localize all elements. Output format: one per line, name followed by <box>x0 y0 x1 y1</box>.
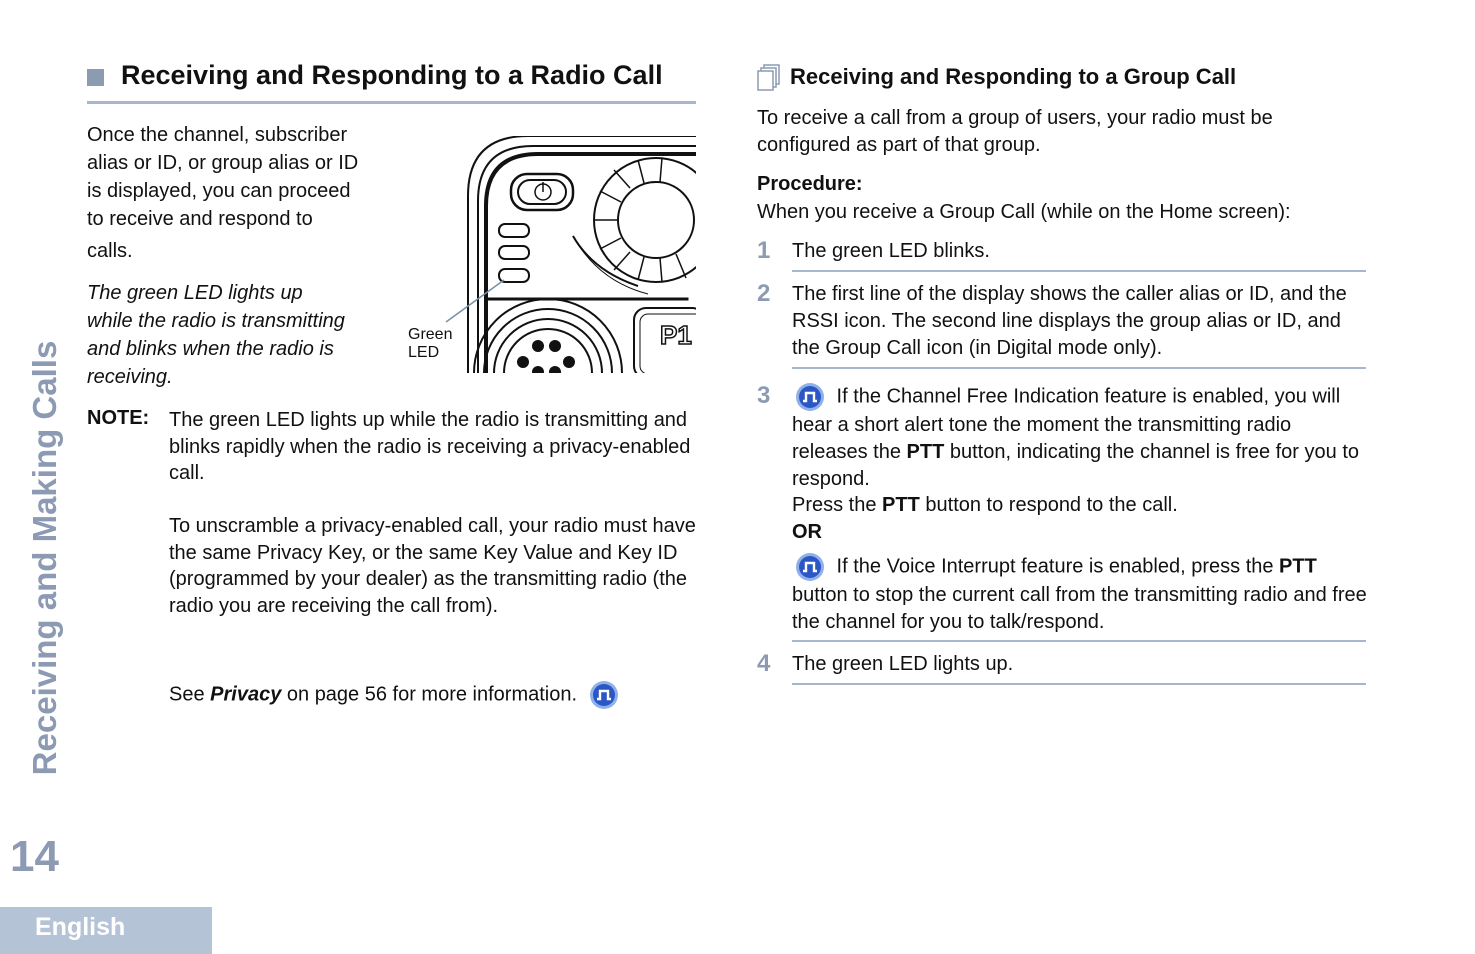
step-text-part: If the Voice Interrupt feature is enabled, press the <box>831 555 1280 578</box>
note-paragraph-2: To unscramble a privacy-enabled call, your radio must have the same Privacy Key, or the same Key Value and Key ID (programmed by your dealer) as the transmitting radio (the radio you are receiving the call from). <box>169 515 696 617</box>
intro-line: alias or ID, or group alias or ID <box>87 152 359 174</box>
radio-top-figure <box>408 136 696 373</box>
group-call-intro: To receive a call from a group of users, your radio must be configured as part of that group. <box>757 107 1273 156</box>
procedure-label: Procedure: <box>757 173 863 195</box>
ptt-label: PTT <box>882 494 920 516</box>
stacked-pages-icon <box>757 64 781 97</box>
step-text-part: button to respond to the call. <box>919 494 1178 516</box>
right-heading-text: Receiving and Responding to a Group Call <box>790 64 1237 89</box>
note-paragraph-1: The green LED lights up while the radio is transmitting and blinks rapidly when the radio is receiving a privacy-enabled call. <box>169 409 691 484</box>
step-text: The green LED blinks. <box>792 240 990 262</box>
step-text-press-ptt <box>792 492 1367 519</box>
page-number: 14 <box>10 832 59 881</box>
step-divider <box>792 640 1366 642</box>
step-text: The first line of the display shows the caller alias or ID, and the RSSI icon. The second line displays the group alias or ID, and the Group Call icon (in Digital mode only). <box>792 283 1347 359</box>
see-prefix: See <box>169 683 211 706</box>
square-bullet-icon <box>87 69 104 86</box>
language-tab: English <box>0 907 212 954</box>
privacy-link[interactable]: Privacy <box>210 683 282 706</box>
see-suffix: on page 56 for more information. <box>281 683 578 706</box>
step-text-part: button, indicating the channel is free for you to respond. <box>792 441 1360 490</box>
step-text: The green LED lights up. <box>792 653 1014 675</box>
section-side-title: Receiving and Making Calls <box>26 340 63 776</box>
step-text-part: If the Channel Free Indication feature is enabled, you will hear a short alert tone the moment the transmitting radio releases the <box>792 385 1341 463</box>
ptt-label: PTT <box>1279 555 1317 578</box>
step-number: 3 <box>757 382 771 409</box>
step-divider <box>792 683 1366 685</box>
step-text-part: button to stop the current call from the transmitting radio and free the channel for you to talk/respond. <box>792 584 1367 633</box>
intro-line: Once the channel, subscriber <box>87 124 348 146</box>
intro-line: is displayed, you can proceed <box>87 180 351 202</box>
procedure-text: When you receive a Group Call (while on the Home screen): <box>757 201 1291 223</box>
conventional-mode-icon <box>795 382 825 412</box>
intro-paragraph <box>87 121 387 265</box>
note-label: NOTE: <box>87 407 150 429</box>
step-number: 1 <box>757 237 771 264</box>
led-note-line: The green LED lights up <box>87 282 303 304</box>
led-note-line: while the radio is transmitting <box>87 310 345 332</box>
left-heading <box>87 60 696 104</box>
figure-callout-led: LED <box>408 344 440 361</box>
ptt-label: PTT <box>906 441 945 463</box>
conventional-mode-icon <box>795 552 825 582</box>
intro-line: to receive and respond to <box>87 208 313 230</box>
step-text-voice-interrupt <box>792 552 1367 636</box>
step-text-channel-free <box>792 382 1367 493</box>
led-note-line: receiving. <box>87 366 173 388</box>
step-number: 2 <box>757 280 771 307</box>
see-privacy-line <box>169 680 619 710</box>
led-note <box>87 279 387 391</box>
led-note-line: and blinks when the radio is <box>87 338 334 360</box>
conventional-mode-icon <box>589 680 619 710</box>
figure-callout-green: Green <box>408 326 453 343</box>
or-label: OR <box>792 521 822 543</box>
left-heading-text: Receiving and Responding to a Radio Call <box>121 60 663 90</box>
step-text-part: Press the <box>792 494 883 516</box>
intro-line: calls. <box>87 240 133 262</box>
step-divider <box>792 367 1366 369</box>
step-number: 4 <box>757 650 771 677</box>
step-divider <box>792 270 1366 272</box>
p1-key-label: P1 <box>660 320 692 350</box>
